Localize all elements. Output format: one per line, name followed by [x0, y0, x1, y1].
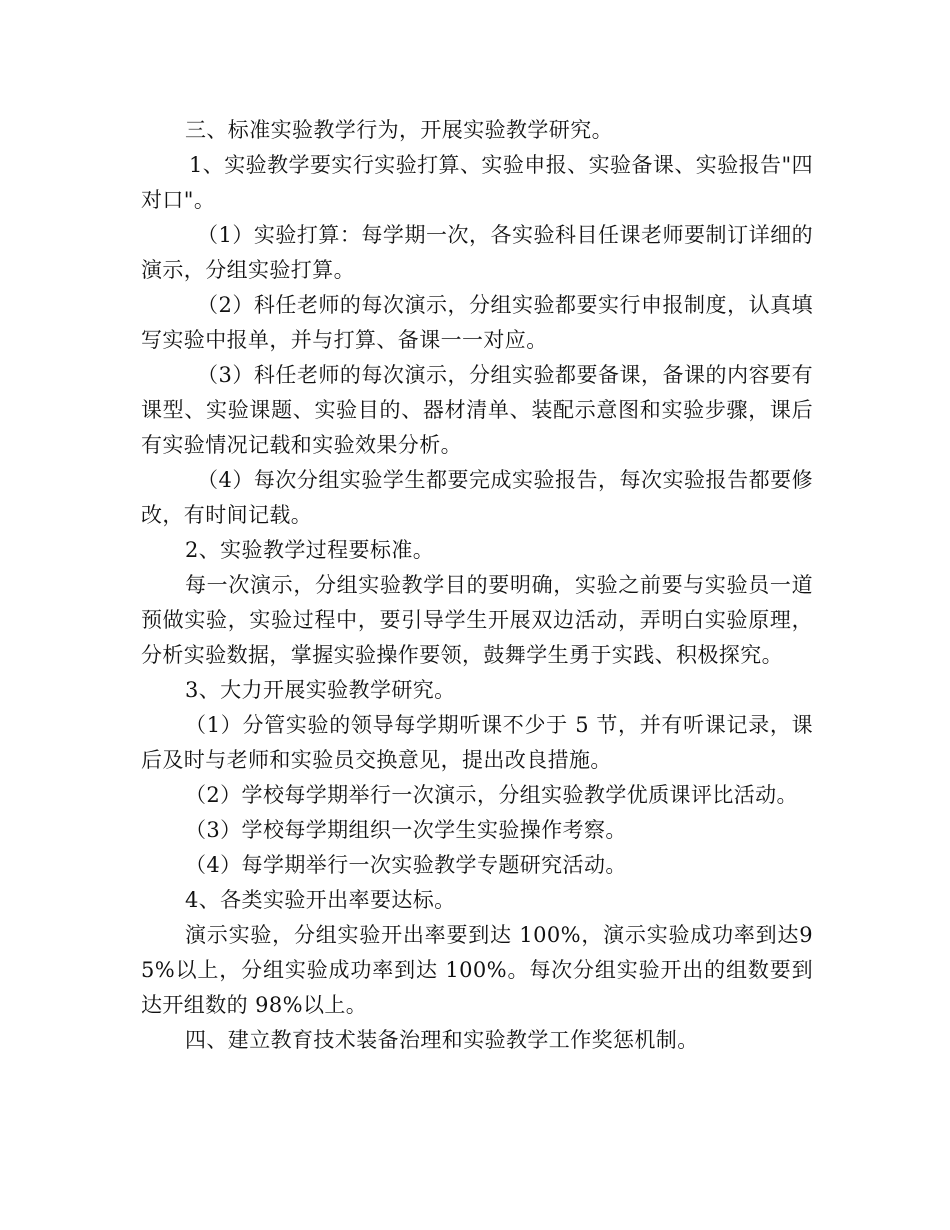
- item-4-heading: 4、各类实验开出率要达标。: [185, 888, 456, 912]
- subitem-3-3-paragraph: （3）学校每学期组织一次学生实验操作考察。: [185, 818, 627, 842]
- section-heading-4: 四、建立教育技术装备治理和实验教学工作奖惩机制。: [185, 1028, 699, 1052]
- item-4-body: 演示实验，分组实验开出率要到达 100%，演示实验成功率到达95%以上，分组实验成功率到达 100%。每次分组实验开出的组数要到达开组数的 98%以上。: [141, 923, 813, 1017]
- item-2-heading: 2、实验教学过程要标准。: [185, 538, 435, 562]
- subitem-3-1-paragraph: （1）分管实验的领导每学期听课不少于 5 节，并有听课记录，课后及时与老师和实验员交换意见，提出改良措施。: [141, 713, 813, 772]
- subitem-1-4-paragraph: （4）每次分组实验学生都要完成实验报告，每次实验报告都要修改，有时间记载。: [141, 468, 813, 527]
- item-2-body: 每一次演示，分组实验教学目的要明确，实验之前要与实验员一道预做实验，实验过程中，要引导学生开展双边活动，弄明白实验原理，分析实验数据，掌握实验操作要领，鼓舞学生勇于实践、积极探究。: [141, 573, 813, 667]
- document-body: [141, 113, 813, 1058]
- subitem-1-1-paragraph: （1）实验打算：每学期一次，各实验科目任课老师要制订详细的演示，分组实验打算。: [141, 223, 813, 282]
- subitem-3-4-paragraph: （4）每学期举行一次实验教学专题研究活动。: [185, 853, 627, 877]
- subitem-1-2-paragraph: （2）科任老师的每次演示，分组实验都要实行申报制度，认真填写实验中报单，并与打算、备课一一对应。: [141, 293, 813, 352]
- item-3-heading: 3、大力开展实验教学研究。: [185, 678, 456, 702]
- section-heading-3: 三、标准实验教学行为，开展实验教学研究。: [185, 118, 613, 142]
- subitem-3-2-paragraph: （2）学校每学期举行一次演示，分组实验教学优质课评比活动。: [185, 783, 798, 807]
- item-1-paragraph: 1、实验教学要实行实验打算、实验申报、实验备课、实验报告"四对口"。: [141, 153, 813, 212]
- subitem-1-3-paragraph: （3）科任老师的每次演示，分组实验都要备课，备课的内容要有课型、实验课题、实验目的、器材清单、装配示意图和实验步骤，课后有实验情况记载和实验效果分析。: [141, 363, 813, 457]
